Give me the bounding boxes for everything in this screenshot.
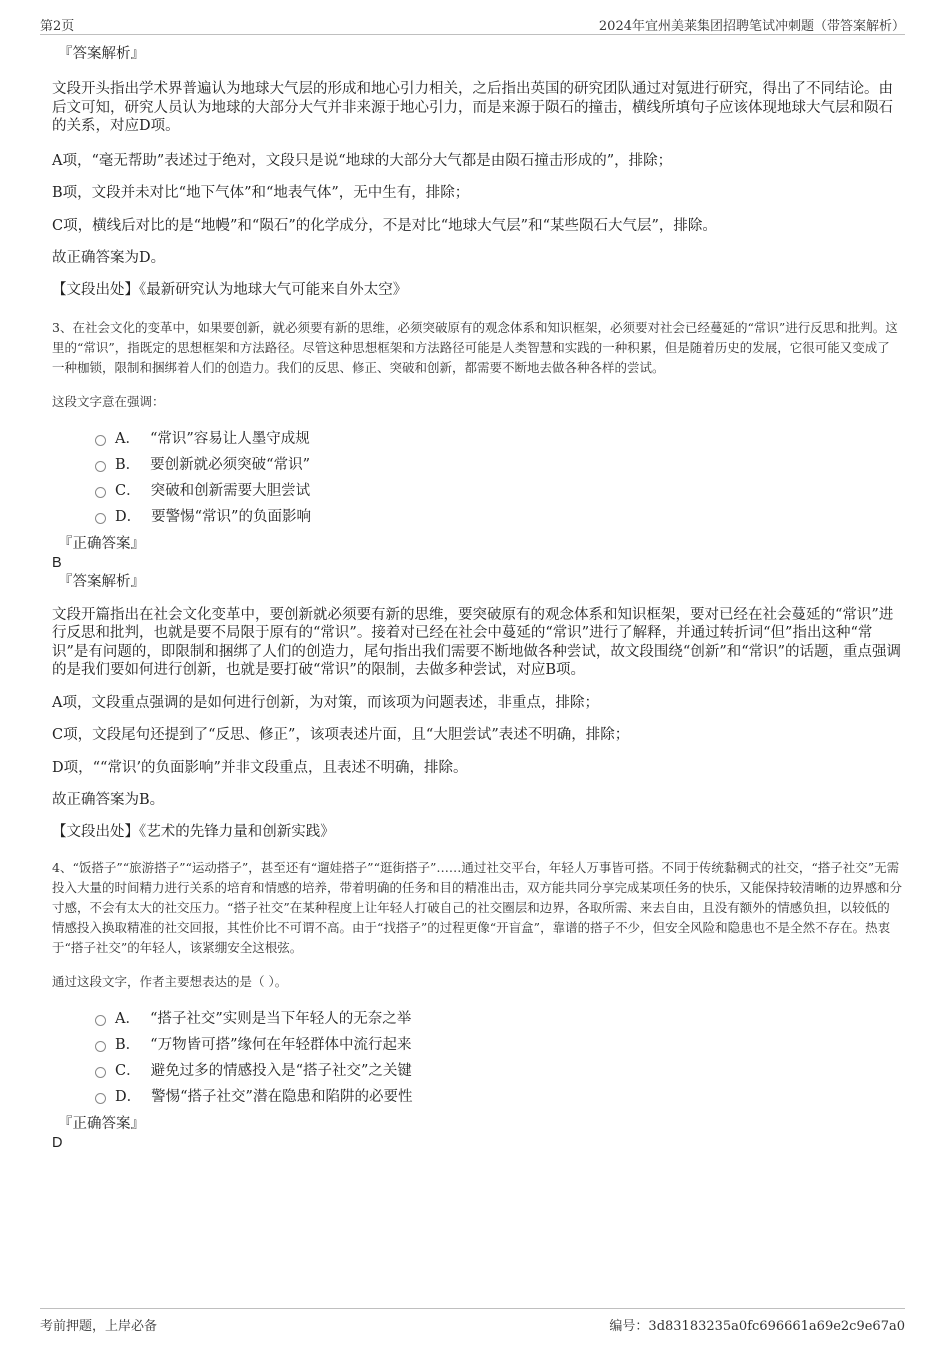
q3-question: 这段文字意在强调： xyxy=(52,393,165,409)
q2-source: 【文段出处】《最新研究认为地球大气可能来自外太空》 xyxy=(52,281,408,298)
footer-slogan: 考前押题，上岸必备 xyxy=(40,1319,158,1334)
q2-analysis-paragraph: 文段开头指出学术界普遍认为地球大气层的形成和地心引力相关，之后指出英国的研究团队通过对氪进行研究，得出了不同结论。由后文可知，研究人员认为地球的大部分大气并非来源于地心引力，而是来源于陨石的撞击，横线所填句子应该体现地球大气层和陨石的关系，对应D项。 xyxy=(52,81,893,134)
q4-question: 通过这段文字，作者主要想表达的是（ ）。 xyxy=(52,973,288,989)
page-header xyxy=(40,12,905,35)
q3-options xyxy=(52,426,902,530)
q4-option-a[interactable]: A． “搭子社交”实则是当下年轻人的无奈之举 xyxy=(95,1006,902,1032)
q3-analysis-label: 『答案解析』 xyxy=(58,573,145,590)
q3-answer: B xyxy=(52,554,62,571)
q3-source: 【文段出处】《艺术的先锋力量和创新实践》 xyxy=(52,823,335,840)
q3-analysis-option-d: D项，““常识’的负面影响”并非文段重点，且表述不明确，排除。 xyxy=(52,759,468,776)
q4-stem: 4、“饭搭子”“旅游搭子”“运动搭子”，甚至还有“遛娃搭子”“逛街搭子”……通过社交平台，年轻人万事皆可搭。不同于传统黏稠式的社交，“搭子社交”无需投入大量的时间精力进行关系的培育和情感的培养，带着明确的任务和目的精准出击，双方能共同分享完成某项任务的快乐，又能保持较清晰的边界感和分寸感，不会有太大的社交压力。“搭子社交”在某种程度上让年轻人打破自己的社交圈层和边界，各取所需、来去自由，且没有额外的情感负担，以较低的情感投入换取精准的社交回报，其性价比不可谓不高。由于“找搭子”的过程更像“开盲盒”，靠谱的搭子不少，但安全风险和隐患也不是全然不存在。热衷于“搭子社交”的年轻人，该紧绷安全这根弦。 xyxy=(52,859,903,955)
page-number: 第2页 xyxy=(40,19,75,34)
q4-option-b[interactable]: B． “万物皆可搭”缘何在年轻群体中流行起来 xyxy=(95,1032,902,1058)
q3-option-c[interactable]: C． 突破和创新需要大胆尝试 xyxy=(95,478,902,504)
document-title: 2024年宜州美莱集团招聘笔试冲刺题（带答案解析） xyxy=(598,19,905,34)
q2-analysis-option-a: A项，“毫无帮助”表述过于绝对，文段只是说“地球的大部分大气都是由陨石撞击形成的”，排除； xyxy=(52,152,673,169)
q3-analysis-paragraph: 文段开篇指出在社会文化变革中，要创新就必须要有新的思维，要突破原有的观念体系和知识框架，要对已经在社会蔓延的“常识”进行反思和批判，也就是要不局限于原有的“常识”。接着对已经在社会中蔓延的“常识”进行了解释，并通过转折词“但”指出这种“常识”是有问题的，即限制和捆绑了人们的创造力，尾句指出我们需要不断地做各种尝试，故文段围绕“创新”和“常识”的话题，重点强调的是我们要如何进行创新，也就是要打破“常识”的限制，去做多种尝试，对应B项。 xyxy=(52,606,902,678)
document-code: 编号：3d83183235a0fc696661a69e2c9e67a0 xyxy=(609,1319,905,1334)
q2-conclusion: 故正确答案为D。 xyxy=(52,250,166,266)
q4-option-c[interactable]: C． 避免过多的情感投入是“搭子社交”之关键 xyxy=(95,1058,902,1084)
page-footer xyxy=(40,1308,905,1335)
q3-option-b[interactable]: B． 要创新就必须突破“常识” xyxy=(95,452,902,478)
radio-button[interactable] xyxy=(95,513,106,524)
q3-analysis-option-c: C项，文段尾句还提到了“反思、修正”，该项表述片面，且“大胆尝试”表述不明确，排除； xyxy=(52,727,630,743)
q2-analysis-label: 『答案解析』 xyxy=(58,46,145,62)
q3-stem: 3、在社会文化的变革中，如果要创新，就必须要有新的思维，必须突破原有的观念体系和知识框架，必须要对社会已经蔓延的“常识”进行反思和批判。这里的“常识”，指既定的思想框架和方法路径。尽管这种思想框架和方法路径可能是人类智慧和实践的一种积累，但是随着历史的发展，它很可能又变成了一种枷锁，限制和捆绑着人们的创造力。我们的反思、修正、突破和创新，都需要不断地去做各种各样的尝试。 xyxy=(52,319,898,375)
q2-analysis-option-b: B项，文段并未对比“地下气体”和“地表气体”，无中生有，排除； xyxy=(52,185,470,201)
q3-option-d[interactable]: D． 要警惕“常识”的负面影响 xyxy=(95,504,902,530)
radio-button[interactable] xyxy=(95,1093,106,1104)
q4-options xyxy=(52,1006,902,1110)
q4-answer-label: 『正确答案』 xyxy=(58,1115,145,1132)
q3-answer-label: 『正确答案』 xyxy=(58,535,145,552)
q4-answer: D xyxy=(52,1134,63,1151)
radio-button[interactable] xyxy=(95,435,106,446)
radio-button[interactable] xyxy=(95,1067,106,1078)
q3-conclusion: 故正确答案为B。 xyxy=(52,792,165,808)
radio-button[interactable] xyxy=(95,461,106,472)
q2-analysis-option-c: C项，横线后对比的是“地幔”和“陨石”的化学成分，不是对比“地球大气层”和“某些陨石大气层”，排除。 xyxy=(52,217,717,234)
page-content xyxy=(52,44,902,1152)
radio-button[interactable] xyxy=(95,487,106,498)
radio-button[interactable] xyxy=(95,1015,106,1026)
radio-button[interactable] xyxy=(95,1041,106,1052)
q3-option-a[interactable]: A． “常识”容易让人墨守成规 xyxy=(95,426,902,452)
q4-option-d[interactable]: D． 警惕“搭子社交”潜在隐患和陷阱的必要性 xyxy=(95,1084,902,1110)
q3-analysis-option-a: A项，文段重点强调的是如何进行创新，为对策，而该项为问题表述，非重点，排除； xyxy=(52,694,599,711)
